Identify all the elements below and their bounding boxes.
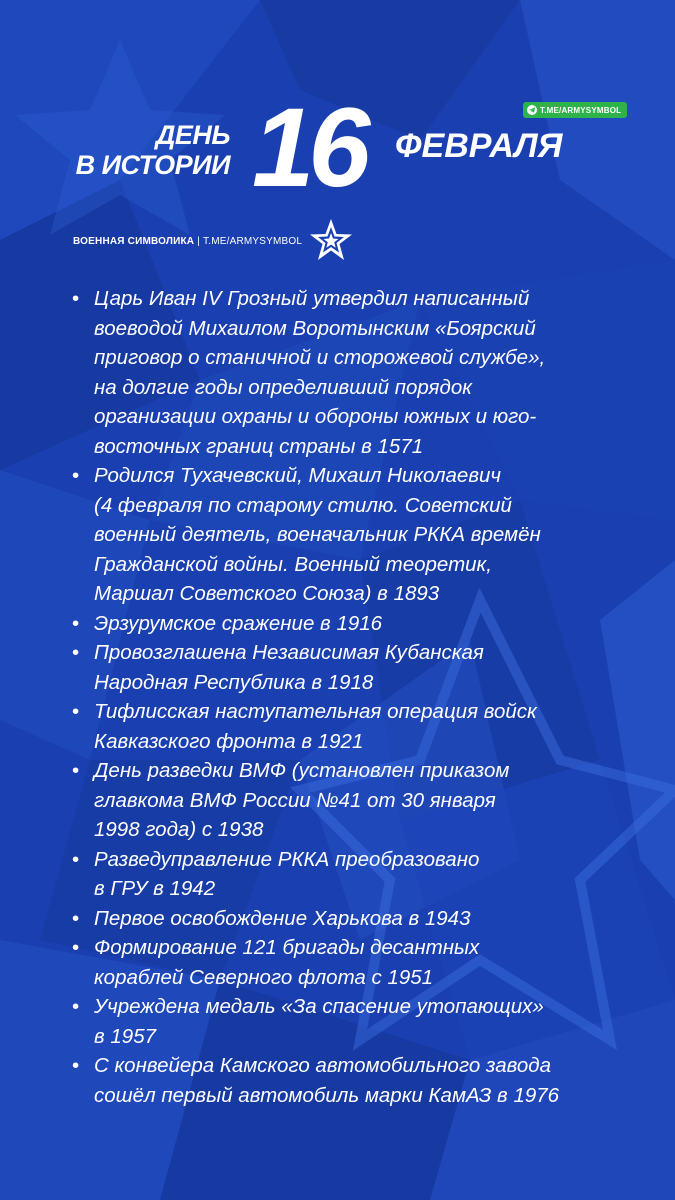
month-label: ФЕВРАЛЯ [395, 127, 563, 165]
bullet: • [72, 700, 80, 723]
brand-separator: | [197, 236, 201, 247]
event-item [72, 461, 632, 609]
event-line: Родился Тухачевский, Михаил Николаевич [94, 464, 502, 487]
event-line: сошёл первый автомобиль марки КамАЗ в 1976 [94, 1083, 560, 1107]
event-line: Царь Иван IV Грозный утвердил написанный [94, 287, 530, 310]
event-line: Формирование 121 бригады десантных [94, 936, 480, 959]
event-line: Учреждена медаль «За спасение утопающих» [94, 995, 544, 1018]
event-line: (4 февраля по старому стилю. Советский [94, 493, 512, 517]
bullet: • [72, 287, 80, 310]
bullet: • [72, 759, 80, 782]
event-item [72, 284, 632, 461]
event-line: Гражданской войны. Военный теоретик, [94, 552, 492, 576]
bullet: • [72, 906, 80, 930]
event-line: приговор о станичной и сторожевой службе», [94, 346, 546, 369]
event-line: Провозглашена Независимая Кубанская [94, 641, 484, 664]
event-line: Народная Республика в 1918 [94, 670, 374, 694]
event-line: С конвейера Камского автомобильного завода [94, 1054, 552, 1077]
event-line: Кавказского фронта в 1921 [94, 729, 364, 753]
event-item [72, 638, 632, 697]
event-item [72, 1051, 632, 1110]
event-item [72, 845, 632, 904]
bullet: • [72, 641, 80, 664]
brand-line [73, 236, 302, 248]
event-line: Эрзурумское сражение в 1916 [94, 611, 383, 635]
day-label-line1: ДЕНЬ [155, 120, 230, 150]
events-list [72, 284, 632, 1110]
event-line: 1998 года) с 1938 [94, 818, 264, 841]
brand-link[interactable]: T.ME/ARMYSYMBOL [203, 236, 303, 247]
event-line: Тифлисская наступательная операция войск [94, 700, 537, 723]
bullet: • [72, 611, 80, 635]
event-item [72, 933, 632, 992]
telegram-icon [527, 105, 537, 115]
event-line: главкома ВМФ России №41 от 30 января [94, 788, 496, 812]
event-item [72, 697, 632, 756]
event-line: восточных границ страны в 1571 [94, 434, 424, 458]
bullet: • [72, 1054, 80, 1077]
event-line: Первое освобождение Харькова в 1943 [94, 906, 471, 930]
event-line: военный деятель, военачальник РККА времён [94, 523, 541, 546]
bullet: • [72, 936, 80, 959]
day-number: 16 [252, 85, 365, 210]
event-item [72, 904, 632, 934]
day-in-history-title [76, 120, 230, 180]
event-line: организации охраны и обороны южных и юго- [94, 405, 537, 428]
event-line: День разведки ВМФ (установлен приказом [94, 759, 510, 782]
event-item [72, 992, 632, 1051]
day-label-line2: В ИСТОРИИ [75, 150, 230, 180]
event-line: кораблей Северного флота с 1951 [94, 965, 434, 989]
event-line: воеводой Михаилом Воротынским «Боярский [94, 316, 536, 340]
event-line: Разведуправление РККА преобразовано [94, 847, 480, 871]
event-line: в ГРУ в 1942 [94, 877, 216, 900]
event-item [72, 609, 632, 639]
brand-name: ВОЕННАЯ СИМВОЛИКА [73, 236, 195, 247]
telegram-badge[interactable] [523, 102, 627, 118]
army-star-icon [308, 218, 354, 262]
telegram-badge-text: T.ME/ARMYSYMBOL [540, 105, 622, 115]
bullet: • [72, 847, 80, 871]
event-line: Маршал Советского Союза) в 1893 [94, 582, 440, 605]
event-item [72, 756, 632, 845]
event-line: на долгие годы определивший порядок [94, 375, 472, 399]
event-line: в 1957 [94, 1024, 157, 1048]
bullet: • [72, 995, 80, 1018]
bullet: • [72, 464, 80, 487]
